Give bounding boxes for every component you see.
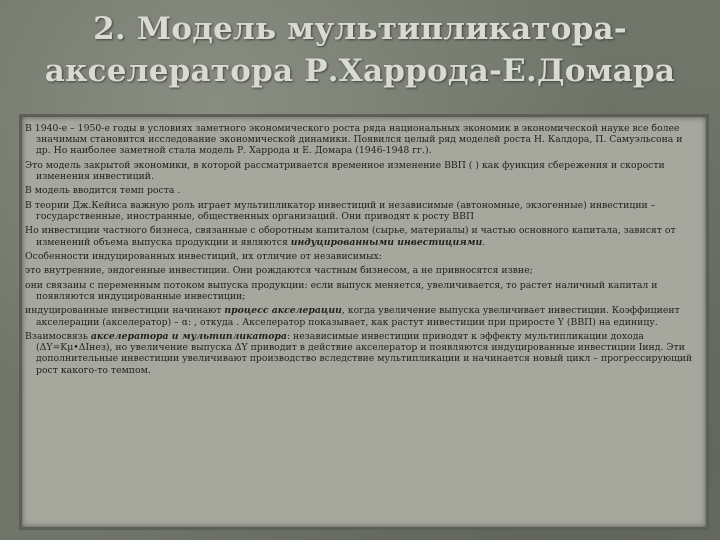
slide-body (25, 123, 697, 379)
paragraph-feature-endogenous: это внутренние, эндогенные инвестиции. Они рождаются частным бизнесом, а не привносятся извне; (25, 265, 533, 277)
slide-title-line-2: акселератора Р.Харрода-Е.Домара (44, 53, 676, 89)
paragraph-history: В 1940-е – 1950-е годы в условиях заметного экономического роста ряда национальных экономик в экономической науке все более значимым становится исследование экономической динамики. Появился целый ряд моделей роста Н. Калдора, П. Самуэльсона и др. Но наиболее заметной стала модель Р. Харрода и Е. Домара (1946-1948 гг.). (25, 123, 683, 157)
paragraph-feature-output-flow: они связаны с переменным потоком выпуска продукции: если выпуск меняется, увеличивается, то растет наличный капитал и появляются индуцированные инвестиции; (25, 279, 658, 302)
paragraph-closed-economy: Это модель закрытой экономики, в которой рассматривается временное изменение ВВП ( ) как функция сбережения и скорости изменения инвестиций. (25, 159, 665, 182)
slide-title-line-1: 2. Модель мультипликатора- (93, 11, 627, 47)
paragraph-text: : независимые инвестиции приводят к эффекту мультипликации дохода (ΔY=Kμ•ΔIнез), но увеличение выпуска ΔY приводит в действие акселератор и появляются индуцированные инвестиции Iинд. Эти дополнительные инвестиции увеличивают производство вследствие мультипликации и начинается новый цикл – прогрессирующий рост какого-то темпом. (36, 330, 693, 376)
paragraph-text: Взаимосвязь (25, 330, 91, 342)
emphasis-term: индуцированными инвестициями (290, 236, 483, 248)
slide-title (40, 8, 680, 92)
paragraph-text: , когда увеличение выпуска увеличивает инвестиции. Коэффициент акселерации (акселератор) – α: , откуда . Акселератор показывает, как растут инвестиции при приросте Y (ВВП) на единицу. (36, 305, 680, 328)
paragraph-features-heading: Особенности индуцированных инвестиций, их отличие от независимых: (25, 250, 382, 262)
paragraph-keynes: В теории Дж.Кейнса важную роль играет мультипликатор инвестиций и независимые (автономные, экзогенные) инвестиции – государственные, иностранные, общественных организаций. Они приводят к росту ВВП (25, 199, 656, 222)
paragraph-interaction (25, 331, 697, 376)
paragraph-private-investment (25, 225, 697, 247)
paragraph-growth-rate: В модель вводится темп роста . (25, 185, 181, 197)
emphasis-term: процесс акселерации (224, 305, 342, 317)
paragraph-text: Но инвестиции частного бизнеса, связанные с оборотным капиталом (сырье, материалы) и частью основного капитала, зависят от изменений объема выпуска продукции и являются (25, 225, 676, 248)
emphasis-term: акселератора и мультипликатора (90, 330, 287, 342)
paragraph-acceleration (25, 305, 697, 327)
paragraph-text: . (482, 236, 486, 248)
paragraph-text: индуцированные инвестиции начинают (25, 305, 225, 317)
